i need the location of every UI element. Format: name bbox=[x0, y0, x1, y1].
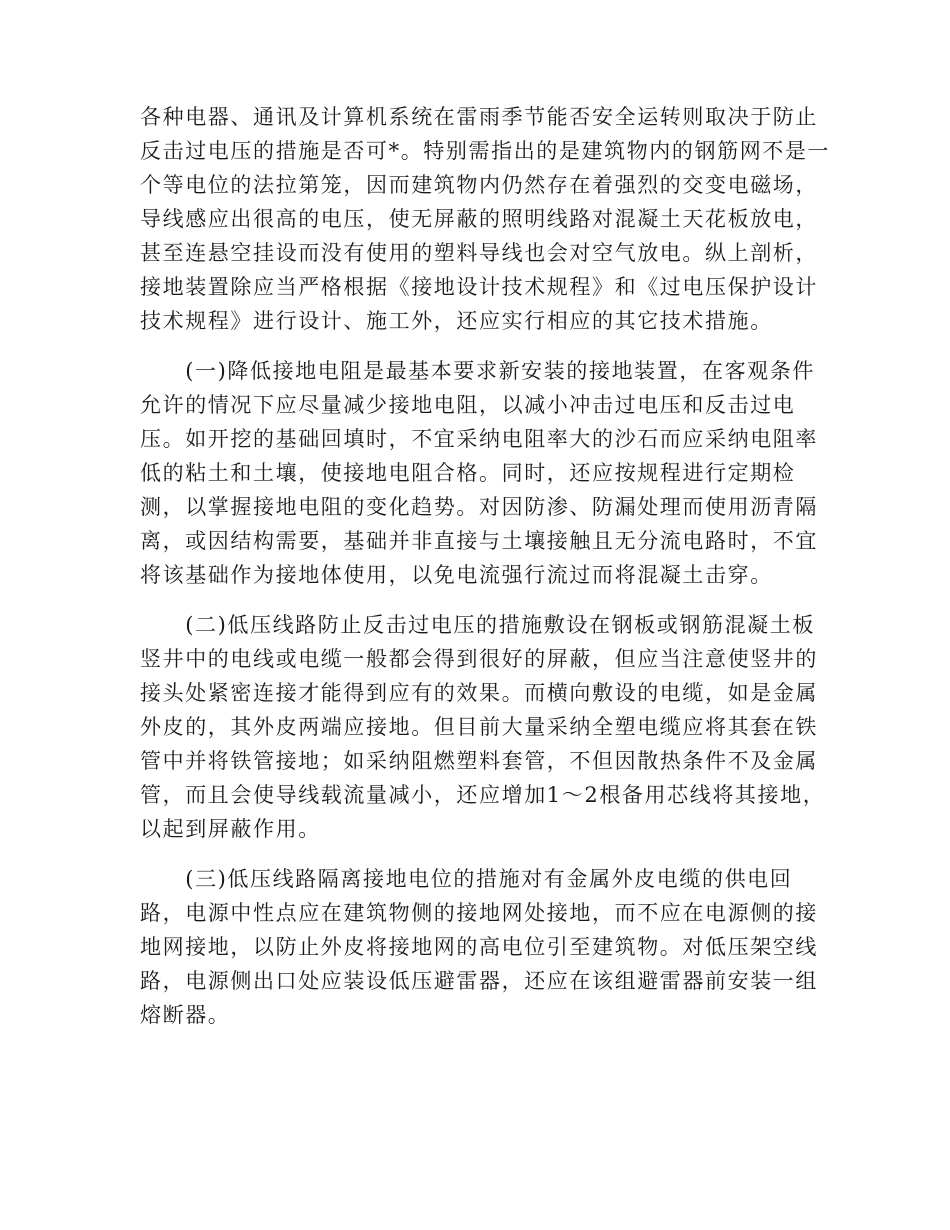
text-line: 离，或因结构需要，基础并非直接与土壤接触且无分流电路时，不宜 bbox=[140, 529, 818, 553]
paragraph-grounding-resistance bbox=[140, 354, 818, 592]
text-line: 外皮的，其外皮两端应接地。但目前大量采纳全塑电缆应将其套在铁 bbox=[140, 715, 818, 739]
text-line: 管，而且会使导线载流量减小，还应增加1～2根备用芯线将其接地， bbox=[140, 783, 826, 807]
text-line: 将该基础作为接地体使用，以免电流强行流过而将混凝土击穿。 bbox=[140, 563, 773, 587]
text-line: 路，电源中性点应在建筑物侧的接地网处接地，而不应在电源侧的接 bbox=[140, 901, 818, 925]
text-line: 允许的情况下应尽量减少接地电阻，以减小冲击过电压和反击过电 bbox=[140, 393, 796, 417]
text-line: 压。如开挖的基础回填时，不宜采纳电阻率大的沙石而应采纳电阻率 bbox=[140, 427, 818, 451]
text-line: 路，电源侧出口处应装设低压避雷器，还应在该组避雷器前安装一组 bbox=[140, 969, 818, 993]
text-line: 反击过电压的措施是否可*。特别需指出的是建筑物内的钢筋网不是一 bbox=[140, 139, 831, 163]
text-line: 导线感应出很高的电压，使无屏蔽的照明线路对混凝土天花板放电， bbox=[140, 207, 818, 231]
text-line: 接地装置除应当严格根据《接地设计技术规程》和《过电压保护设计 bbox=[140, 275, 818, 299]
paragraph-spacer bbox=[140, 338, 810, 354]
document-page bbox=[140, 100, 831, 1180]
text-line: 地网接地，以防止外皮将接地网的高电位引至建筑物。对低压架空线 bbox=[140, 935, 818, 959]
text-line: 接头处紧密连接才能得到应有的效果。而横向敷设的电缆，如是金属 bbox=[140, 681, 818, 705]
text-line: (一)降低接地电阻是最基本要求新安装的接地装置，在客观条件 bbox=[140, 359, 815, 383]
text-line: 技术规程》进行设计、施工外，还应实行相应的其它技术措施。 bbox=[140, 309, 773, 333]
paragraph-low-voltage-shielding bbox=[140, 608, 826, 846]
text-line: 甚至连悬空挂设而没有使用的塑料导线也会对空气放电。纵上剖析， bbox=[140, 241, 818, 265]
text-line: (三)低压线路隔离接地电位的措施对有金属外皮电缆的供电回 bbox=[140, 867, 793, 891]
text-line: 熔断器。 bbox=[140, 1003, 231, 1027]
paragraph-spacer bbox=[140, 592, 810, 608]
text-line: 管中并将铁管接地；如采纳阻燃塑料套管，不但因散热条件不及金属 bbox=[140, 749, 818, 773]
text-line: 测，以掌握接地电阻的变化趋势。对因防渗、防漏处理而使用沥青隔 bbox=[140, 495, 818, 519]
paragraph-intro bbox=[140, 100, 831, 338]
text-line: 个等电位的法拉第笼，因而建筑物内仍然存在着强烈的交变电磁场， bbox=[140, 173, 818, 197]
text-line: 以起到屏蔽作用。 bbox=[140, 817, 321, 841]
text-line: 各种电器、通讯及计算机系统在雷雨季节能否安全运转则取决于防止 bbox=[140, 105, 818, 129]
text-line: (二)低压线路防止反击过电压的措施敷设在钢板或钢筋混凝土板 bbox=[140, 613, 815, 637]
paragraph-potential-isolation bbox=[140, 862, 818, 1032]
text-line: 低的粘土和土壤，使接地电阻合格。同时，还应按规程进行定期检 bbox=[140, 461, 796, 485]
text-line: 竖井中的电线或电缆一般都会得到很好的屏蔽，但应当注意使竖井的 bbox=[140, 647, 818, 671]
paragraph-spacer bbox=[140, 846, 810, 862]
